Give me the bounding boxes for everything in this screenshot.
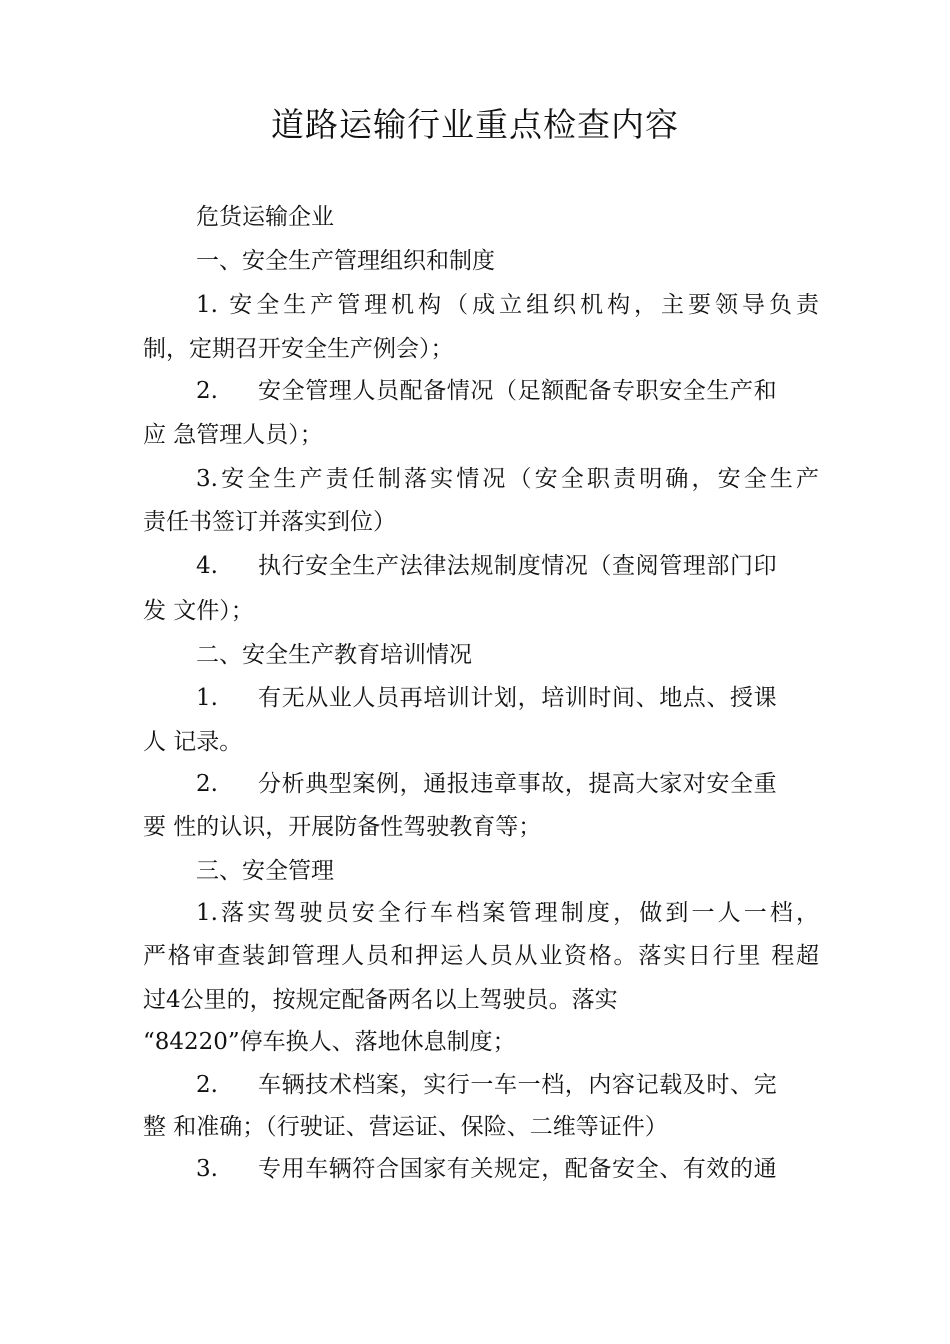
item-3-3-line1 [196, 1154, 819, 1184]
item-text: 有无从业人员再培训计划，培训时间、地点、授课 [258, 685, 778, 711]
item-3-2-line1 [196, 1070, 819, 1100]
item-text: 安全管理人员配备情况（足额配备专职安全生产和 [258, 378, 778, 404]
item-1-4-line1 [196, 551, 819, 581]
item-1-2-line2: 应 急管理人员）； [143, 422, 323, 448]
item-3-1-line4: “84220”停车换人、落地休息制度； [143, 1029, 516, 1055]
item-3-1-line3: 过4公里的，按规定配备两名以上驾驶员。落实 [143, 987, 618, 1013]
item-2-2-line2: 要 性的认识，开展防备性驾驶教育等； [143, 814, 542, 840]
item-1-4-line2: 发 文件）； [143, 598, 254, 624]
item-1-3-line2: 责任书签订并落实到位） [143, 509, 396, 535]
item-1-2-line1 [196, 376, 819, 406]
item-1-1-line1: 1. 安全生产管理机构（成立组织机构，主要领导负责 [196, 292, 819, 318]
item-2-2-line1 [196, 769, 819, 799]
item-number: 4. [196, 553, 218, 579]
item-number: 1. [196, 685, 218, 711]
page-title: 道路运输行业重点检查内容 [271, 105, 679, 144]
item-text: 车辆技术档案，实行一车一档，内容记载及时、完 [258, 1072, 778, 1098]
item-3-1-line1: 1.落实驾驶员安全行车档案管理制度，做到一人一档， [196, 900, 819, 926]
item-3-1-line2: 严格审查装卸管理人员和押运人员从业资格。落实日行里 程超 [143, 943, 819, 969]
item-1-3-line1: 3.安全生产责任制落实情况（安全职责明确，安全生产 [196, 466, 819, 492]
item-text: 执行安全生产法律法规制度情况（查阅管理部门印 [258, 553, 778, 579]
section-heading-3: 三、安全管理 [196, 858, 334, 884]
category-heading: 危货运输企业 [196, 204, 334, 230]
item-2-1-line1 [196, 683, 819, 713]
item-number: 3. [196, 1156, 218, 1182]
item-2-1-line2: 人 记录。 [143, 729, 243, 755]
item-number: 2. [196, 1072, 218, 1098]
item-3-2-line2: 整 和准确；（行驶证、营运证、保险、二维等证件） [143, 1114, 668, 1140]
section-heading-1: 一、安全生产管理组织和制度 [196, 248, 495, 274]
item-text: 分析典型案例，通报违章事故，提高大家对安全重 [258, 771, 778, 797]
item-number: 2. [196, 771, 218, 797]
item-1-1-line2: 制，定期召开安全生产例会）； [143, 336, 454, 362]
section-heading-2: 二、安全生产教育培训情况 [196, 642, 472, 668]
item-number: 2. [196, 378, 218, 404]
item-text: 专用车辆符合国家有关规定，配备安全、有效的通 [258, 1156, 778, 1182]
